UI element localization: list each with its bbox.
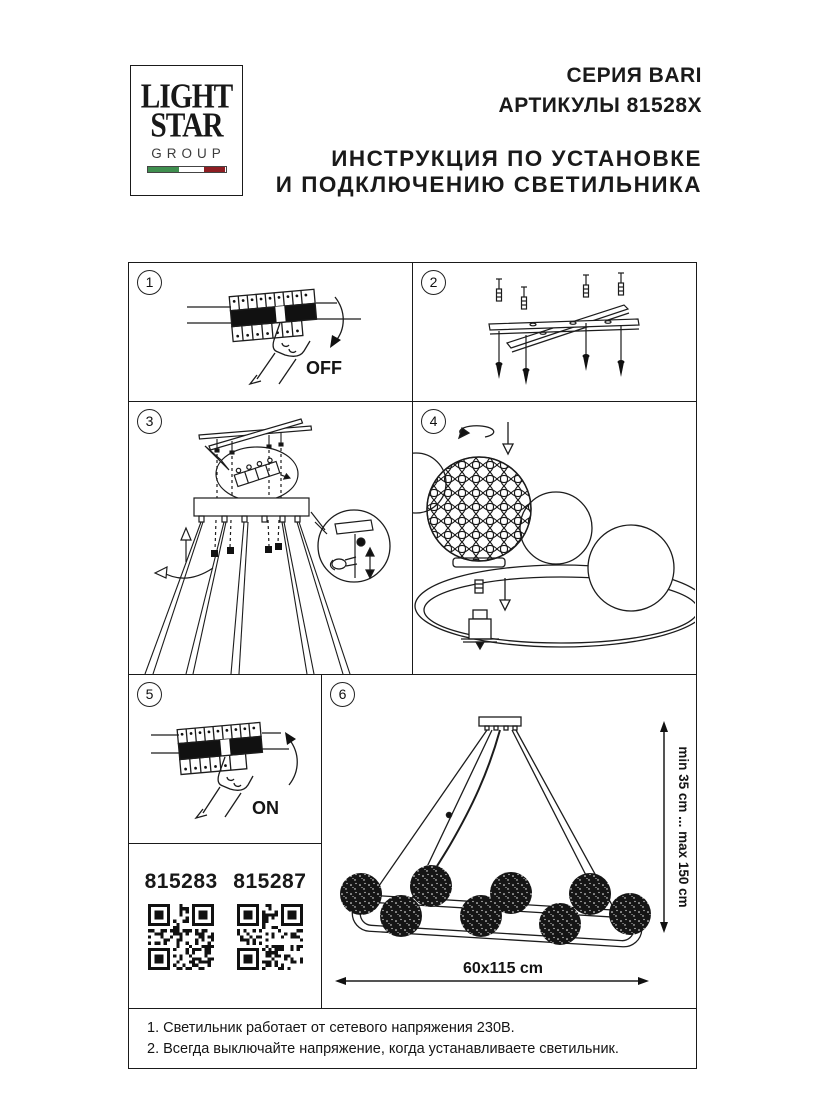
step-number-1: 1: [137, 270, 162, 295]
step-number-5: 5: [137, 682, 162, 707]
instruction-title-line2: И ПОДКЛЮЧЕНИЮ СВЕТИЛЬНИКА: [275, 172, 702, 197]
footer-notes-box: [128, 1008, 697, 1069]
height-dimension-label: min 35 cm ... max 150 cm: [676, 746, 691, 908]
italian-flag-stripe: [147, 166, 227, 173]
footer-note-1: 1. Светильник работает от сетевого напряжения 230В.: [147, 1020, 515, 1036]
step-number-6: 6: [330, 682, 355, 707]
qr-cell: [128, 843, 323, 1010]
shade-assembly-drawing: [413, 402, 695, 674]
bracket-drawing: [413, 263, 695, 401]
qr-code: [237, 904, 303, 970]
qr-label: 815283: [144, 870, 218, 893]
instruction-title: [276, 146, 702, 198]
qr-label: 815287: [233, 870, 307, 893]
header-text: [276, 61, 702, 198]
step-panel-4: [412, 401, 697, 676]
instruction-title-line1: ИНСТРУКЦИЯ ПО УСТАНОВКЕ: [331, 146, 702, 171]
step-panel-6: [321, 674, 697, 1010]
step-panel-3: [128, 401, 414, 676]
logo-word-light: LIGHT: [140, 77, 233, 116]
width-dimension-label: 60x115 cm: [462, 960, 544, 977]
chandelier-drawing: [322, 675, 695, 1008]
qr-code: [148, 904, 214, 970]
step-panel-5: [128, 674, 323, 845]
canopy-drawing: [129, 402, 412, 674]
lightstar-logo: [130, 65, 243, 196]
step-number-2: 2: [421, 270, 446, 295]
logo-word-star: STAR: [150, 106, 223, 145]
step-number-3: 3: [137, 409, 162, 434]
step-panel-2: [412, 262, 697, 403]
logo-word-group: GROUP: [151, 146, 226, 161]
step-number-4: 4: [421, 409, 446, 434]
footer-note-2: 2. Всегда выключайте напряжение, когда устанавливаете светильник.: [147, 1041, 619, 1057]
qr-item-815287: [233, 870, 306, 975]
off-label: OFF: [306, 358, 342, 378]
step-panel-1: [128, 262, 414, 403]
qr-item-815283: [145, 870, 218, 975]
articles-title: АРТИКУЛЫ 81528X: [498, 94, 702, 117]
footer-notes: [147, 1018, 619, 1060]
on-label: ON: [252, 798, 279, 818]
series-title: СЕРИЯ BARI: [566, 64, 702, 87]
breaker-off-drawing: [129, 263, 412, 401]
